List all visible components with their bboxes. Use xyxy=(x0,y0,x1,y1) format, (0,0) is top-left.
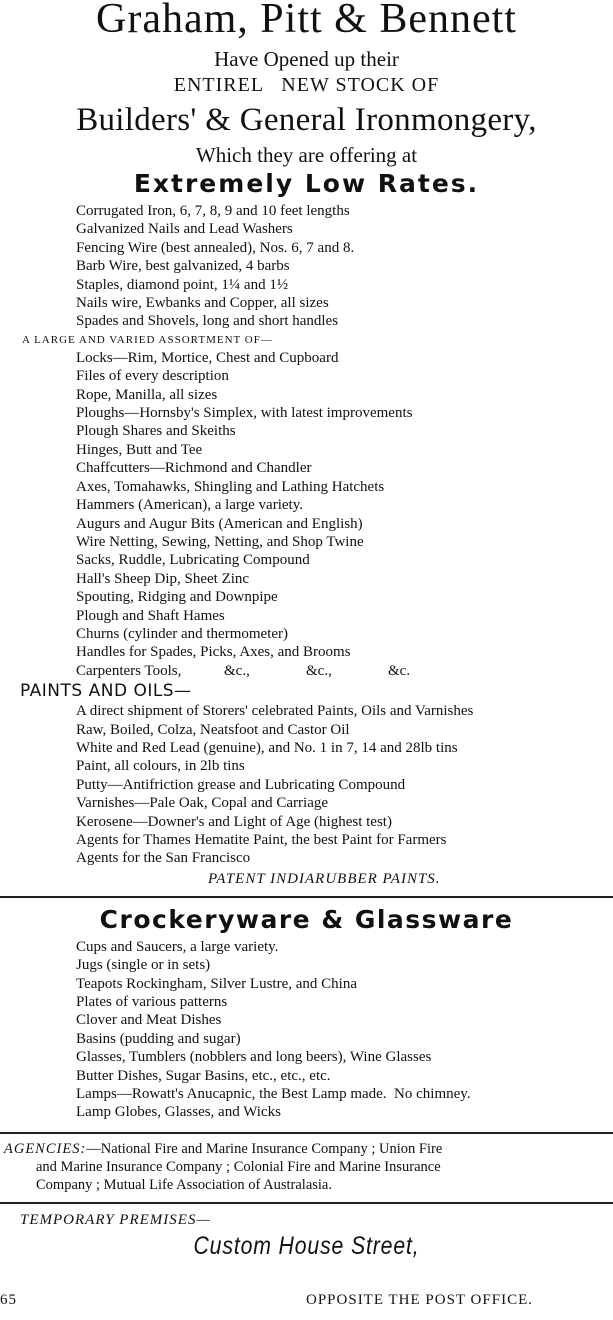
offering-line: Which they are offering at xyxy=(195,143,418,167)
list-item: Plough Shares and Skeiths xyxy=(76,423,236,440)
list-item: Fencing Wire (best annealed), Nos. 6, 7 and 8. xyxy=(76,239,355,256)
assortment-label: A LARGE AND VARIED ASSORTMENT OF— xyxy=(22,333,273,346)
list-item: Kerosene—Downer's and Light of Age (highest test) xyxy=(76,813,392,830)
divider xyxy=(0,1202,613,1204)
assortment-list xyxy=(0,349,613,680)
list-item: Augurs and Augur Bits (American and English) xyxy=(76,515,363,532)
divider xyxy=(0,896,613,898)
list-item: Chaffcutters—Richmond and Chandler xyxy=(76,460,312,477)
list-item: White and Red Lead (genuine), and No. 1 in 7, 14 and 28lb tins xyxy=(76,739,458,756)
footer xyxy=(0,1292,613,1316)
list-item: Raw, Boiled, Colza, Neatsfoot and Castor Oil xyxy=(76,721,350,738)
etc-mark: &c., xyxy=(224,662,250,679)
list-item: Lamp Globes, Glasses, and Wicks xyxy=(76,1104,281,1121)
list-item: Galvanized Nails and Lead Washers xyxy=(76,221,293,238)
list-item: Corrugated Iron, 6, 7, 8, 9 and 10 feet lengths xyxy=(76,203,350,219)
list-item: Varnishes—Pale Oak, Copal and Carriage xyxy=(76,795,329,812)
list-item: Paint, all colours, in 2lb tins xyxy=(76,758,245,775)
crockery-list xyxy=(0,938,613,1122)
etc-mark: &c., xyxy=(306,662,332,679)
temporary-premises: TEMPORARY PREMISES— xyxy=(20,1211,211,1228)
ironmongery-heading: Builders' & General Ironmongery, xyxy=(76,102,537,138)
agencies-block xyxy=(0,1140,613,1194)
agencies-lead: AGENCIES: xyxy=(4,1140,87,1157)
list-item: Agents for the San Francisco xyxy=(76,850,251,867)
firm-name: Graham, Pitt & Bennett xyxy=(96,0,517,42)
list-item: Hammers (American), a large variety. xyxy=(76,497,303,514)
ironmongery-list xyxy=(0,202,613,331)
paints-heading: PAINTS AND OILS— xyxy=(20,681,192,702)
list-item: Putty—Antifriction grease and Lubricating Compound xyxy=(76,776,406,793)
patent-paints-line: PATENT INDIARUBBER PAINTS. xyxy=(208,870,441,887)
list-item: Rope, Manilla, all sizes xyxy=(76,386,218,403)
list-item: Nails wire, Ewbanks and Copper, all sizes xyxy=(76,295,329,312)
opened-line: Have Opened up their xyxy=(214,47,399,71)
list-item: A direct shipment of Storers' celebrated Paints, Oils and Varnishes xyxy=(76,703,474,720)
street-name: Custom House Street, xyxy=(193,1231,420,1260)
paints-list xyxy=(0,702,613,868)
list-item: Staples, diamond point, 1¼ and 1½ xyxy=(76,276,289,293)
list-item: Basins (pudding and sugar) xyxy=(76,1030,241,1047)
list-item: Churns (cylinder and thermometer) xyxy=(76,625,289,642)
list-item: Lamps—Rowatt's Anucapnic, the Best Lamp made. No chimney. xyxy=(76,1086,471,1103)
carpenters-tools-item xyxy=(0,662,613,680)
list-item: Axes, Tomahawks, Shingling and Lathing Hatchets xyxy=(76,478,385,495)
list-item: Plates of various patterns xyxy=(76,994,228,1011)
list-item: Teapots Rockingham, Silver Lustre, and China xyxy=(76,975,357,992)
list-item: Hinges, Butt and Tee xyxy=(76,441,203,458)
list-item: Cups and Saucers, a large variety. xyxy=(76,938,279,955)
carpenters-label: Carpenters Tools, xyxy=(76,662,182,679)
list-item: Jugs (single or in sets) xyxy=(76,957,211,974)
agencies-line: —National Fire and Marine Insurance Company ; Union Fire xyxy=(86,1140,443,1157)
list-item: Spades and Shovels, long and short handles xyxy=(76,313,339,330)
page-number: 65 xyxy=(0,1292,17,1308)
list-item: Locks—Rim, Mortice, Chest and Cupboard xyxy=(76,349,339,366)
list-item: Butter Dishes, Sugar Basins, etc., etc., etc. xyxy=(76,1067,331,1084)
low-rates-heading: Extremely Low Rates. xyxy=(133,169,480,198)
opposite-post-office: OPPOSITE THE POST OFFICE. xyxy=(306,1292,533,1308)
list-item: Ploughs—Hornsby's Simplex, with latest improvements xyxy=(76,405,413,422)
list-item: Glasses, Tumblers (nobblers and long beers), Wine Glasses xyxy=(76,1049,432,1066)
list-item: Hall's Sheep Dip, Sheet Zinc xyxy=(76,570,250,587)
list-item: Handles for Spades, Picks, Axes, and Brooms xyxy=(76,644,351,661)
new-stock-line: ENTIREL NEW STOCK OF xyxy=(173,74,440,96)
list-item: Sacks, Ruddle, Lubricating Compound xyxy=(76,552,310,569)
list-item: Agents for Thames Hematite Paint, the best Paint for Farmers xyxy=(76,832,447,848)
agencies-line: and Marine Insurance Company ; Colonial Fire and Marine Insurance xyxy=(36,1158,441,1175)
list-item: Plough and Shaft Hames xyxy=(76,607,225,624)
list-item: Files of every description xyxy=(76,368,229,385)
etc-mark: &c. xyxy=(388,662,411,679)
list-item: Clover and Meat Dishes xyxy=(76,1012,222,1029)
list-item: Wire Netting, Sewing, Netting, and Shop Twine xyxy=(76,533,364,550)
list-item: Spouting, Ridging and Downpipe xyxy=(76,589,278,606)
crockery-heading: Crockeryware & Glassware xyxy=(99,904,514,934)
list-item: Barb Wire, best galvanized, 4 barbs xyxy=(76,258,290,275)
divider xyxy=(0,1132,613,1134)
agencies-line: Company ; Mutual Life Association of Australasia. xyxy=(36,1176,332,1193)
